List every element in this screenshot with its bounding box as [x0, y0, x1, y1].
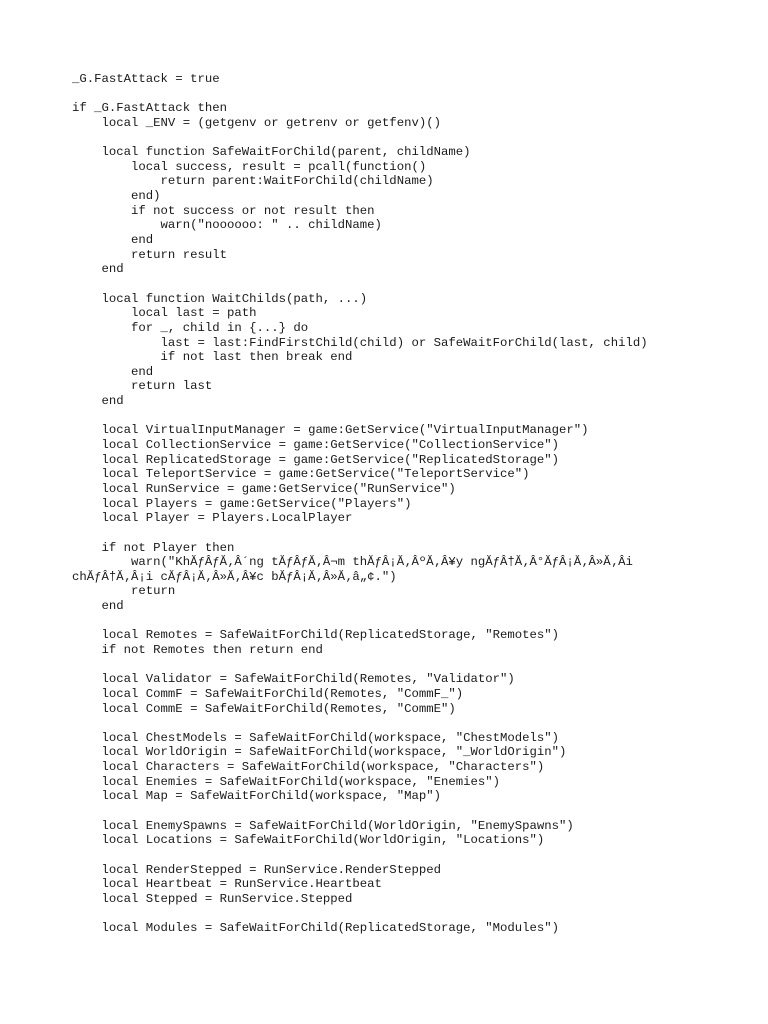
code-line: local Characters = SafeWaitForChild(workspace, "Characters"): [72, 760, 545, 775]
code-line: [72, 277, 762, 292]
code-line: local success, result = pcall(function(): [72, 159, 427, 174]
code-line: local ChestModels = SafeWaitForChild(workspace, "ChestModels"): [72, 730, 560, 745]
code-line: local _ENV = (getgenv or getrenv or getfenv)(): [72, 115, 441, 130]
code-line: local CommE = SafeWaitForChild(Remotes, "CommE"): [72, 701, 456, 716]
code-line: local TeleportService = game:GetService("TeleportService"): [72, 467, 530, 482]
code-line: if not Player then: [72, 540, 235, 555]
code-line: warn("KhĂƒÂƒĂ‚Â´ng tĂƒÂƒĂ‚Â¬m thĂƒÂ¡Ă‚ÂºĂ‚Â¥y ngĂƒÂ†Ă‚Â°ĂƒÂ¡Ă‚Â»Ă‚Âi: [72, 555, 633, 570]
code-line: local Players = game:GetService("Players"): [72, 496, 412, 511]
code-line: local VirtualInputManager = game:GetService("VirtualInputManager"): [72, 423, 589, 438]
code-line: local RenderStepped = RunService.RenderStepped: [72, 862, 441, 877]
code-line: local Map = SafeWaitForChild(workspace, "Map"): [72, 789, 441, 804]
code-line: end): [72, 189, 161, 204]
code-line: [72, 131, 762, 146]
code-line: if _G.FastAttack then: [72, 101, 227, 116]
code-line: [72, 804, 762, 819]
code-line: if not Remotes then return end: [72, 642, 323, 657]
code-line: end: [72, 364, 154, 379]
code-line: local CollectionService = game:GetService("CollectionService"): [72, 438, 560, 453]
code-line: local RunService = game:GetService("RunService"): [72, 481, 456, 496]
code-line: [72, 87, 762, 102]
code-line: warn("noooooo: " .. childName): [72, 218, 382, 233]
code-line: last = last:FindFirstChild(child) or SafeWaitForChild(last, child): [72, 335, 648, 350]
code-line: return parent:WaitForChild(childName): [72, 174, 434, 189]
code-line: local Remotes = SafeWaitForChild(ReplicatedStorage, "Remotes"): [72, 628, 560, 643]
code-line: if not success or not result then: [72, 203, 375, 218]
code-line: end: [72, 599, 124, 614]
code-line: [72, 614, 762, 629]
code-line: [72, 658, 762, 673]
code-line: [72, 716, 762, 731]
code-line: _G.FastAttack = true: [72, 72, 220, 86]
code-line: local function SafeWaitForChild(parent, childName): [72, 145, 471, 160]
code-line: [72, 409, 762, 424]
code-line: local Player = Players.LocalPlayer: [72, 511, 353, 526]
code-line: chĂƒÂ†Ă‚Â¡i cĂƒÂ¡Ă‚Â»Ă‚Â¥c bĂƒÂ¡Ă‚Â»Ă‚â„¢."): [72, 569, 397, 584]
code-line: local Validator = SafeWaitForChild(Remotes, "Validator"): [72, 672, 515, 687]
code-line: local Modules = SafeWaitForChild(ReplicatedStorage, "Modules"): [72, 921, 560, 936]
code-line: local last = path: [72, 306, 257, 321]
code-line: if not last then break end: [72, 350, 353, 365]
code-listing: [72, 72, 762, 936]
code-line: [72, 526, 762, 541]
code-line: local Stepped = RunService.Stepped: [72, 891, 353, 906]
code-line: local WorldOrigin = SafeWaitForChild(workspace, "_WorldOrigin"): [72, 745, 567, 760]
code-line: for _, child in {...} do: [72, 320, 309, 335]
code-line: local EnemySpawns = SafeWaitForChild(WorldOrigin, "EnemySpawns"): [72, 818, 574, 833]
code-line: end: [72, 262, 124, 277]
code-line: end: [72, 394, 124, 409]
code-line: local ReplicatedStorage = game:GetService("ReplicatedStorage"): [72, 452, 560, 467]
code-line: return result: [72, 247, 227, 262]
code-line: local function WaitChilds(path, ...): [72, 291, 368, 306]
code-line: [72, 848, 762, 863]
code-line: [72, 907, 762, 922]
code-line: local CommF = SafeWaitForChild(Remotes, "CommF_"): [72, 686, 464, 701]
code-line: local Heartbeat = RunService.Heartbeat: [72, 877, 382, 892]
code-line: local Enemies = SafeWaitForChild(workspace, "Enemies"): [72, 774, 501, 789]
code-line: return last: [72, 379, 213, 394]
code-line: return: [72, 584, 176, 599]
code-line: local Locations = SafeWaitForChild(WorldOrigin, "Locations"): [72, 833, 545, 848]
code-line: end: [72, 233, 154, 248]
